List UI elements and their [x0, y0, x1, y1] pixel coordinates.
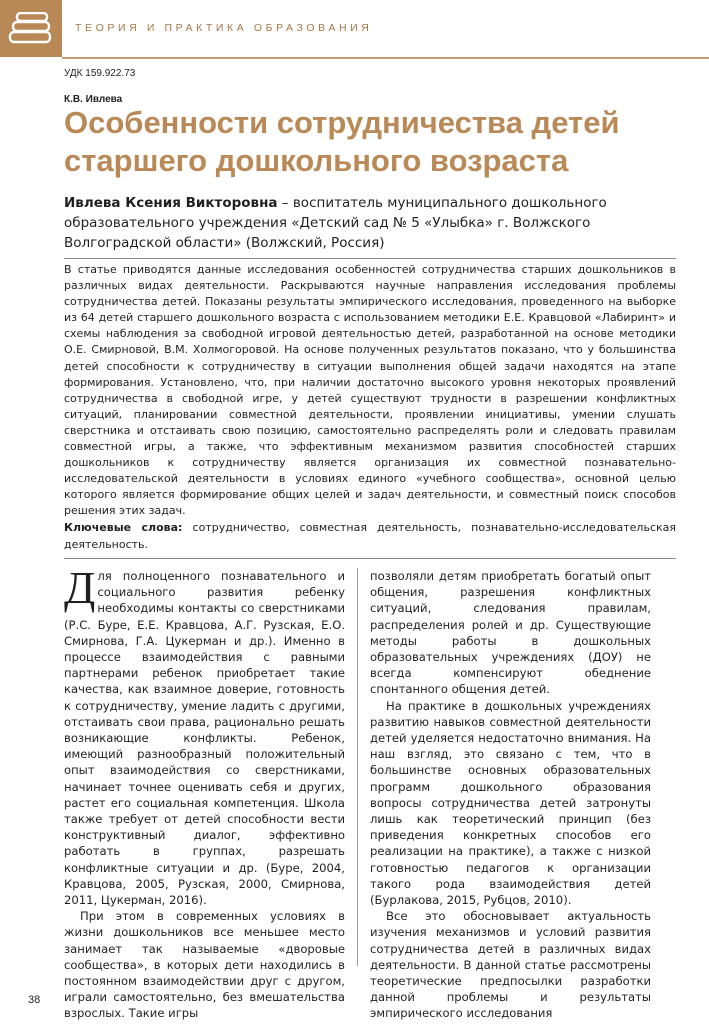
journal-title: ТЕОРИЯ И ПРАКТИКА ОБРАЗОВАНИЯ	[75, 22, 373, 34]
body-paragraph: При этом в современных условиях в жизни дошкольников все меньшее место занимает так называемые «дворовые сообщества», в которых дети находились в постоянном взаимодействии друг с другом, играли самостоятельно, без вмешательства взрослых. Такие игры	[64, 909, 345, 1021]
article-title: Особенности сотрудничества детей старшего дошкольного возраста	[64, 105, 620, 178]
body-paragraph	[64, 562, 345, 908]
page-number: 38	[28, 994, 41, 1006]
author-affiliation: – воспитатель муниципального дошкольного образовательного учреждения «Детский сад № 5 «Улыбка» г. Волжского Волгоградской области» (Волжский, Россия)	[64, 195, 607, 251]
body-paragraph: На практике в дошкольных учреждениях развитию навыков совместной деятельности детей уделяется недостаточно внимания. На наш взгляд, это связано с тем, что в большинстве основных образовательных программ дошкольного образования вопросы сотрудничества детей затронуты лишь как теоретический принцип (без приведения конкретных способов его реализации на практике), а также с низкой готовностью педагогов к организации такого рода взаимодействия детей (Бурлакова, 2015, Рубцов, 2010).	[370, 698, 651, 908]
body-paragraph: Все это обосновывает актуальность изучения механизмов и условий развития сотрудничества детей в различных видах деятельности. В данной статье рассмотрены теоретические предпосылки разработки данной проблемы и результаты эмпирического исследования	[370, 909, 651, 1021]
abstract-top-rule	[64, 258, 676, 259]
author-short: К.В. Ивлева	[64, 94, 123, 105]
journal-logo	[0, 0, 62, 57]
body-paragraph: позволяли детям приобретать богатый опыт общения, разрешения конфликтных ситуаций, следования правилам, распределения ролей и др. Существующие методы работы в дошкольных образовательных учреждениях (ДОУ) не всегда компенсируют обеднение спонтанного общения детей.	[370, 569, 651, 697]
journal-header	[0, 0, 709, 57]
abstract-bottom-rule	[64, 558, 676, 559]
stacked-books-icon	[8, 12, 54, 46]
keywords	[64, 520, 676, 553]
author-info	[64, 193, 674, 253]
abstract: В статье приводятся данные исследования особенностей сотрудничества старших дошкольников в различных видах деятельности. Раскрываются научные направления исследования проблемы сотрудничества детей. Показаны результаты эмпирического исследования, проведенного на выборке из 64 детей старшего дошкольного возраста с использованием методики Е.Е. Кравцовой «Лабиринт» и схемы наблюдения за свободной игровой деятельностью детей, разработанной на основе методики О.Е. Смирновой, В.М. Холмогоровой. На основе полученных результатов показано, что у большинства детей способности к сотрудничеству в ситуации выполнения общей задачи находятся на этапе формирования. Установлено, что, при наличии достаточно высокого уровня некоторых проявлений сотрудничества в свободной игре, у детей существуют трудности в разрешении конфликтных ситуаций, планировании совместной деятельности, проявлении инициативы, умении слушать сверстника и отстаивать свою позицию, самостоятельно распределять роли и следовать правилам совместной игры, а также, что эффективным механизмом развития способностей старших дошкольников к сотрудничеству является организация их совместной познавательно-исследовательской деятельности в условиях единого «учебного сообщества», основной целью которого является формирование общих целей и задач деятельности, и совместный поиск способов решения этих задач.	[64, 263, 676, 518]
body-column-left	[64, 562, 345, 1022]
author-name: Ивлева Ксения Викторовна	[64, 195, 278, 211]
body-text: ля полноценного познавательного и социального развития ребенку необходимы контакты со сверстниками (Р.С. Буре, Е.Е. Кравцова, А.Г. Рузская, Е.О. Смирнова, Г.А. Цукерман и др.). Именно в процессе взаимодействия с равными партнерами ребенок приобретает такие качества, как взаимное доверие, готовность к сотрудничеству, умение ладить с другими, отстаивать свои права, рационально решать возникающие конфликты. Ребенок, имеющий разнообразный положительный опыт взаимодействия со сверстниками, начинает точнее оценивать себя и других, растет его социальная компетенция. Школа также требует от детей способности вести конструктивный диалог, эффективно работать в группах, разрешать конфликтные ситуации и др. (Буре, 2004, Кравцова, 2005, Рузская, 2000, Смирнова, 2011, Цукерман, 2016).	[64, 569, 345, 908]
drop-cap: Д	[64, 562, 96, 613]
udk-code: УДК 159.922.73	[64, 68, 136, 79]
keywords-text: сотрудничество, совместная деятельность, познавательно-исследовательская деятельность.	[64, 521, 676, 551]
body-column-right	[370, 568, 651, 1022]
column-divider	[357, 568, 358, 966]
keywords-label: Ключевые слова:	[64, 521, 183, 534]
